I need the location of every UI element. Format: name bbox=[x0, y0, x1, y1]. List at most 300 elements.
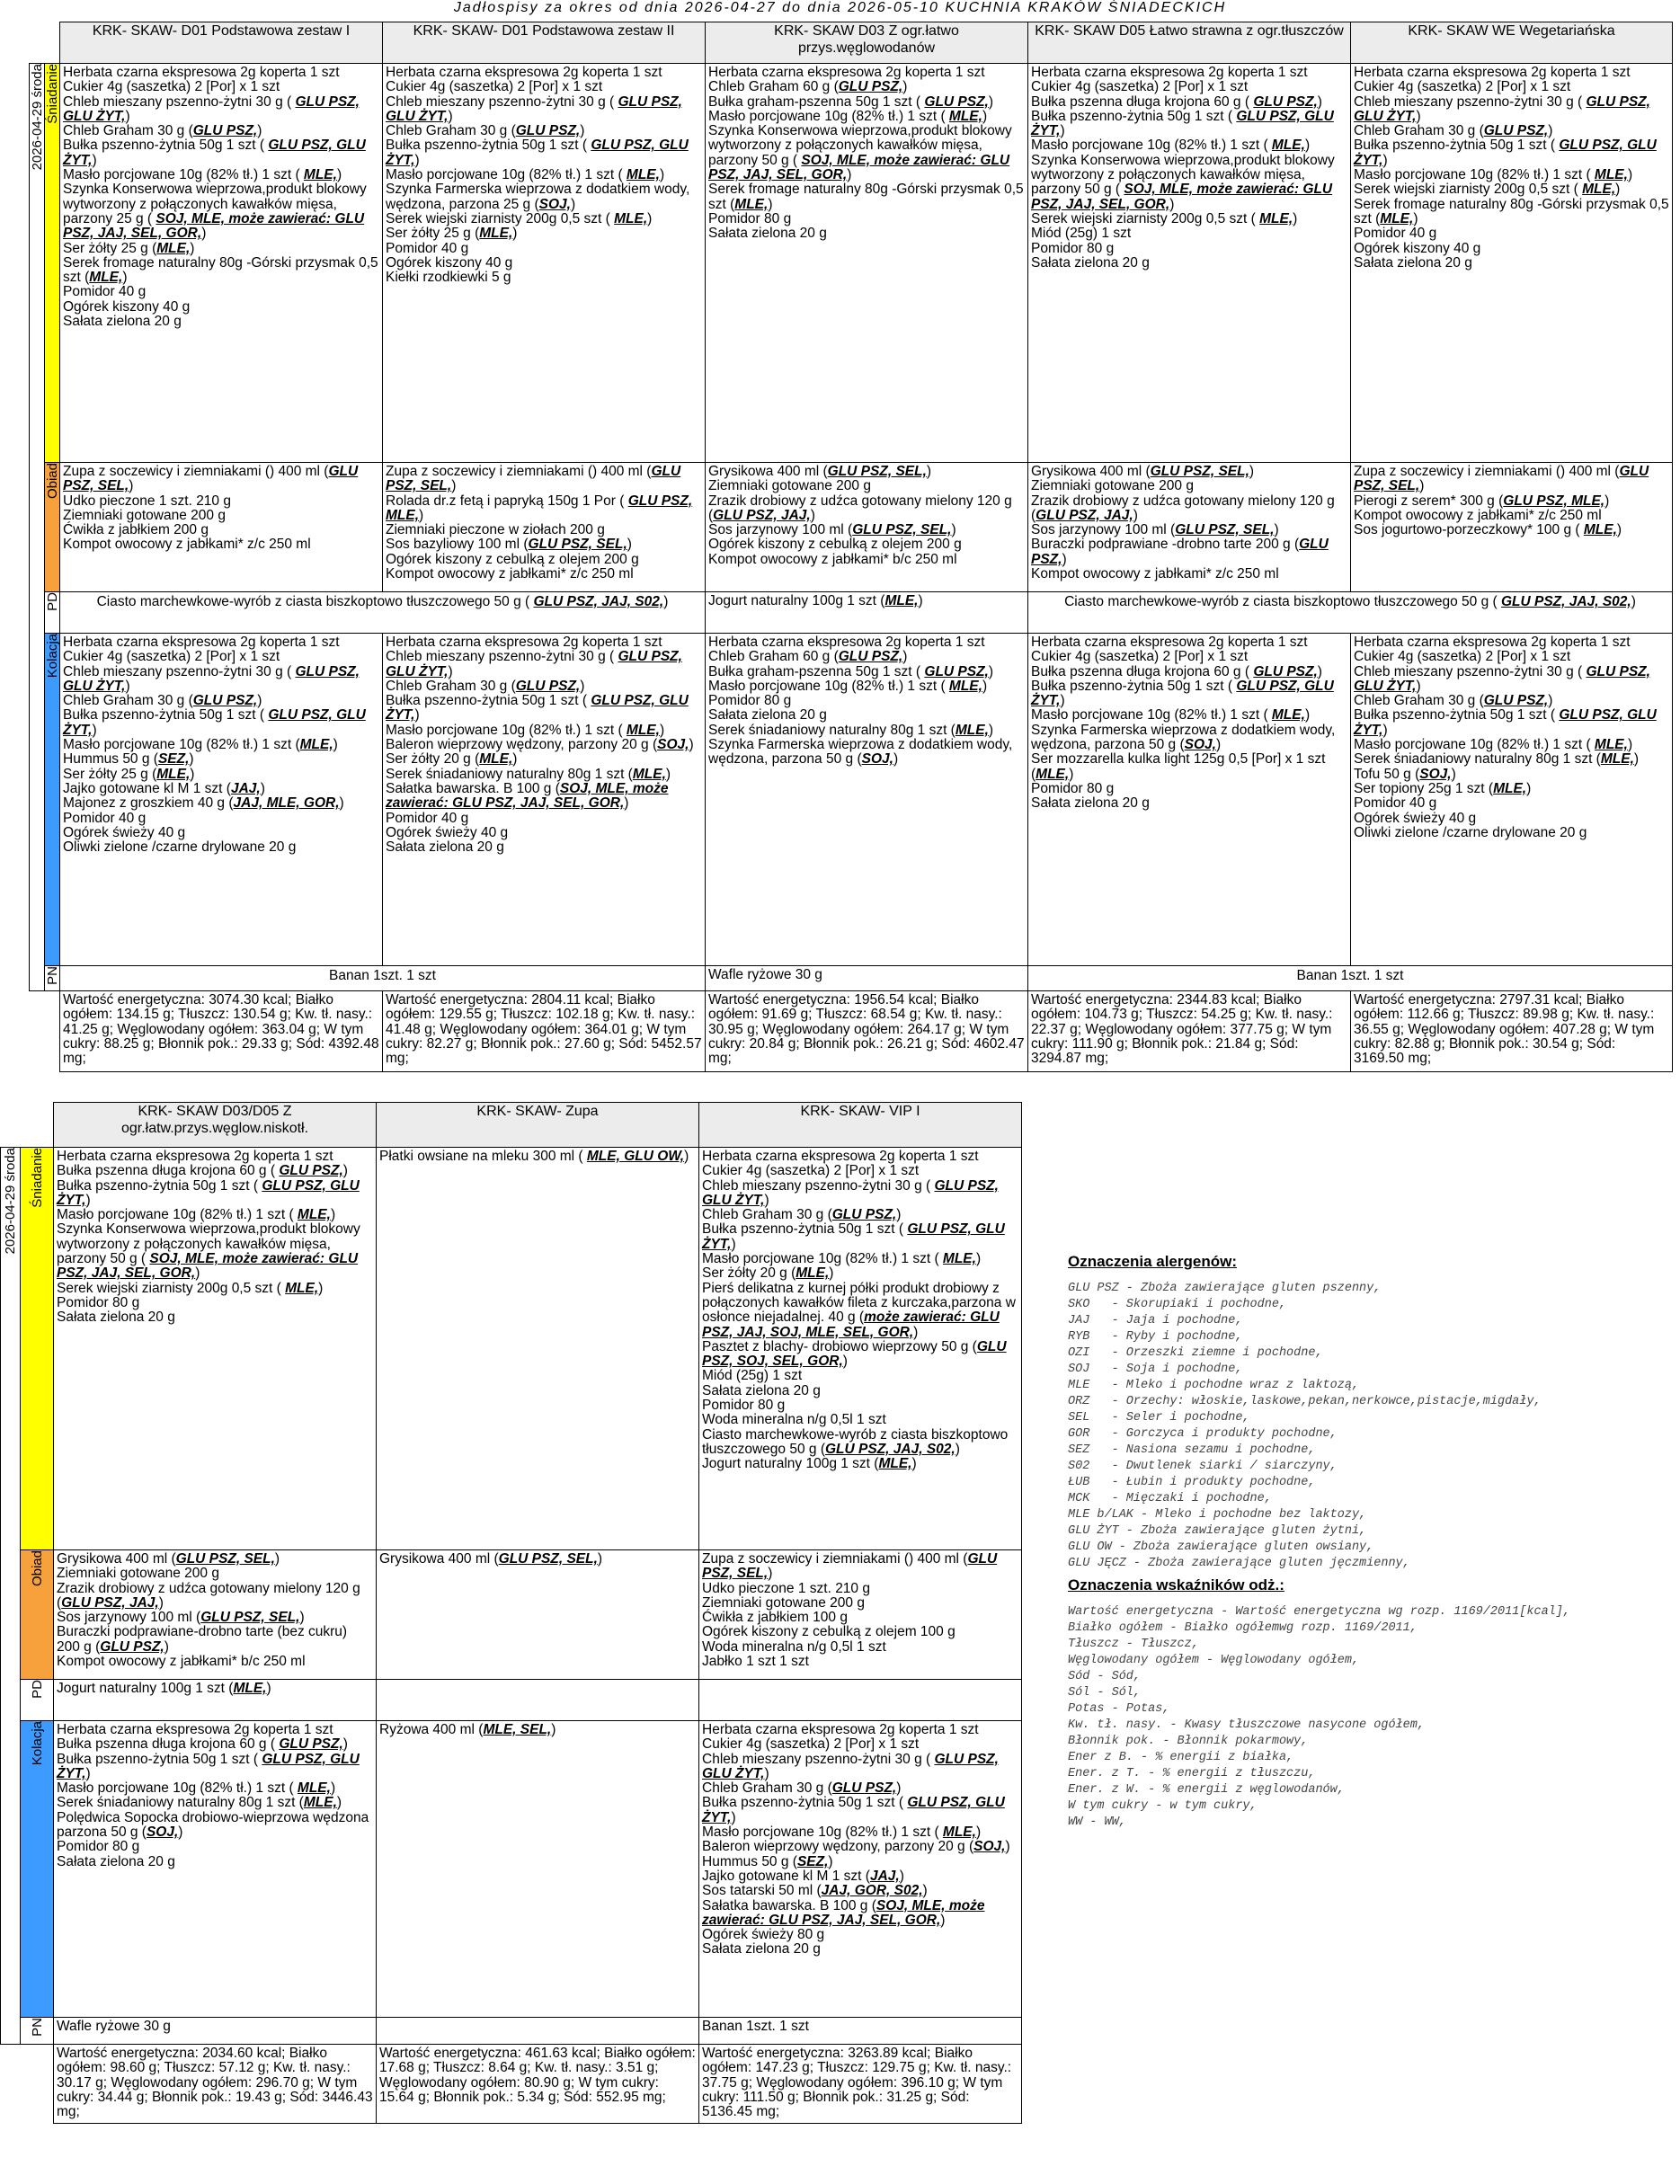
menu-item bbox=[702, 1737, 1018, 1752]
menu-item: Chleb mieszany pszenno-żytni 30 g ( GLU PSZ, GLU ŻYT,) bbox=[63, 663, 360, 694]
allergen-codes: GLU PSZ, GLU ŻYT, bbox=[63, 138, 366, 168]
menu-item: Ser mozzarella kulka light 125g 0,5 [Por] x 1 szt (MLE,) bbox=[1031, 751, 1326, 782]
legend-row: SEL - Seler i pochodne, bbox=[1068, 1411, 1250, 1425]
menu-item-text: Kompot owocowy z jabłkami* z/c 250 ml bbox=[1354, 507, 1602, 523]
menu-item-text: Jogurt naturalny 100g 1 szt ( bbox=[702, 1456, 879, 1472]
allergen-codes: MLE, bbox=[626, 722, 660, 738]
menu-item-text: Masło porcjowane 10g (82% tł.) 1 szt ( bbox=[63, 737, 300, 753]
menu-item-text: Rolada dr.z fetą i papryką 150g 1 Por ( bbox=[386, 493, 628, 509]
menu-item bbox=[57, 1840, 373, 1854]
legend-row: GOR - Gorczyca i produkty pochodne, bbox=[1068, 1427, 1338, 1441]
menu-item: Jajko gotowane kl M 1 szt (JAJ,) bbox=[63, 780, 265, 796]
legend-row: OZI - Orzeszki ziemne i pochodne, bbox=[1068, 1346, 1323, 1360]
menu-item-text: Serek fromage naturalny 80g -Górski przysmak 0,5 szt ( bbox=[1354, 196, 1669, 226]
legend-row: SEZ - Nasiona sezamu i pochodne, bbox=[1068, 1443, 1316, 1457]
menu-item-text: Pomidor 80 g bbox=[57, 1294, 140, 1310]
allergen-codes: GLU PSZ, MLE, bbox=[386, 493, 693, 523]
menu-item-text: Bułka pszenno-żytnia 50g 1 szt ( bbox=[1354, 707, 1560, 724]
menu-item bbox=[702, 1942, 1018, 1957]
menu-item: Pierogi z serem* 300 g (GLU PSZ, MLE,) bbox=[1354, 493, 1610, 509]
column-header: KRK- SKAW- D01 Podstawowa zestaw II bbox=[383, 22, 706, 64]
menu-item-text: Pasztet z blachy- drobiowo wieprzowy 50 g ( bbox=[702, 1338, 977, 1354]
menu-item bbox=[708, 479, 1025, 493]
menu-item: Grysikowa 400 ml (GLU PSZ, SEL,) bbox=[1031, 464, 1255, 479]
menu-item-text: Cukier 4g (saszetka) 2 [Por] x 1 szt bbox=[1354, 649, 1571, 665]
allergen-codes: GLU PSZ, GLU ŻYT, bbox=[1031, 108, 1334, 139]
menu-item bbox=[708, 694, 1025, 708]
menu-item bbox=[57, 1567, 373, 1581]
menu-item-text: Chleb Graham 60 g ( bbox=[708, 79, 839, 95]
allergen-codes: GLU PSZ, GLU ŻYT, bbox=[1354, 93, 1650, 124]
allergen-codes: GLU PSZ, GLU ŻYT, bbox=[702, 1795, 1005, 1825]
menu-item-text: Zrazik drobiowy z udźca gotowany mielony 120 g ( bbox=[1031, 493, 1335, 523]
pd-cell bbox=[60, 592, 706, 634]
menu-item bbox=[1031, 567, 1347, 582]
allergen-codes: SOJ, bbox=[1419, 766, 1452, 782]
menu-item bbox=[1031, 66, 1347, 80]
menu-item-text: Herbata czarna ekspresowa 2g koperta 1 szt bbox=[63, 635, 340, 650]
menu-item-text: Herbata czarna ekspresowa 2g koperta 1 szt bbox=[57, 1149, 333, 1164]
meal-label-pd: PD bbox=[45, 592, 60, 634]
menu-item bbox=[1354, 242, 1669, 256]
legend-row: Sód - Sód, bbox=[1068, 1670, 1142, 1683]
energy-summary: Wartość energetyczna: 1956.54 kcal; Białko ogółem: 91.69 g; Tłuszcz: 68.54 g; Kw. tł. nasy.: 30.95 g; Węglowodany ogółem: 264.17 g; W tym cukry: 20.84 g; Błonnik pok.: 26.21 g; Sód: 4602.47 mg; bbox=[706, 991, 1028, 1072]
meal-label-sniadanie: Śniadanie bbox=[21, 1148, 54, 1550]
menu-item bbox=[57, 1310, 373, 1325]
allergen-list bbox=[1068, 1281, 1661, 1572]
menu-item-text: Buraczki podprawiane -drobno tarte 200 g ( bbox=[1031, 537, 1300, 553]
menu-item: Bułka pszenno-żytnia 50g 1 szt ( GLU PSZ, GLU ŻYT,) bbox=[386, 693, 689, 724]
allergen-codes: GLU PSZ, JAJ, bbox=[61, 1594, 159, 1611]
menu-item-text: Grysikowa 400 ml ( bbox=[708, 464, 828, 479]
menu-cell bbox=[54, 1148, 377, 1550]
menu-item-text: Szynka Farmerska wieprzowa z dodatkiem wody, wędzona, parzona 50 g ( bbox=[708, 737, 1013, 768]
allergen-codes: GLU PSZ, SEL, bbox=[1175, 522, 1275, 538]
menu-item-text: Chleb Graham 30 g ( bbox=[63, 123, 193, 139]
allergen-codes: GLU PSZ, bbox=[831, 1780, 897, 1797]
allergen-codes: GLU PSZ, GLU ŻYT, bbox=[702, 1177, 999, 1208]
menu-item-text: Cukier 4g (saszetka) 2 [Por] x 1 szt bbox=[386, 79, 603, 95]
menu-item-text: Pomidor 80 g bbox=[1031, 780, 1115, 796]
menu-item: Ciasto marchewkowe-wyrób z ciasta biszkoptowo tłuszczowego 50 g ( GLU PSZ, JAJ, S02,) bbox=[1064, 594, 1636, 609]
menu-item: Szynka Farmerska wieprzowa z dodatkiem wody, wędzona, parzona 50 g (SOJ,) bbox=[1031, 722, 1336, 753]
menu-table-1 bbox=[29, 22, 1673, 1072]
legend-row: Potas - Potas, bbox=[1068, 1702, 1170, 1716]
date-label-cell bbox=[30, 64, 45, 991]
menu-item-text: Bułka pszenno-żytnia 50g 1 szt ( bbox=[1354, 138, 1560, 154]
menu-item: Szynka Farmerska wieprzowa z dodatkiem wody, wędzona, parzona 50 g (SOJ,) bbox=[708, 737, 1013, 768]
menu-item: Chleb mieszany pszenno-żytni 30 g ( GLU PSZ, GLU ŻYT,) bbox=[1354, 93, 1650, 124]
menu-cell bbox=[60, 463, 383, 592]
menu-item-text: Ziemniaki gotowane 200 g bbox=[63, 507, 226, 523]
pd-cell bbox=[699, 1680, 1022, 1721]
menu-item-text: Zupa z soczewicy i ziemniakami () 400 ml ( bbox=[1354, 464, 1620, 479]
menu-item: Masło porcjowane 10g (82% tł.) 1 szt ( MLE,) bbox=[1354, 167, 1633, 183]
document-header: Jadłospisy za okres od dnia 2026-04-27 do dnia 2026-05-10 KUCHNIA KRAKÓW ŚNIADECKICH bbox=[453, 0, 1227, 15]
allergen-codes: GLU PSZ, bbox=[838, 649, 903, 665]
menu-item bbox=[702, 1384, 1018, 1398]
allergen-codes: MLE, bbox=[1600, 751, 1634, 768]
legend-row: SKO - Skorupiaki i pochodne, bbox=[1068, 1298, 1287, 1311]
menu-item-text: Woda mineralna n/g 0,5l 1 szt bbox=[702, 1638, 886, 1655]
menu-item-text: Sałata zielona 20 g bbox=[702, 1941, 821, 1958]
menu-item: Majonez z groszkiem 40 g (JAJ, MLE, GOR,) bbox=[63, 795, 344, 812]
allergen-codes: MLE, bbox=[884, 593, 919, 608]
menu-item-text: Ziemniaki pieczone w ziołach 200 g bbox=[386, 522, 605, 538]
menu-item bbox=[1031, 226, 1347, 241]
menu-item: Sałatka bawarska. B 100 g (SOJ, MLE, może zawierać: GLU PSZ, JAJ, SEL, GOR,) bbox=[702, 1897, 985, 1928]
menu-item: Ser żółty 20 g (MLE,) bbox=[702, 1265, 834, 1282]
menu-item: Bułka graham-pszenna 50g 1 szt ( GLU PSZ,) bbox=[708, 93, 994, 110]
menu-item: Ser żółty 25 g (MLE,) bbox=[63, 240, 195, 256]
menu-item-text: Sałatka bawarska. B 100 g ( bbox=[702, 1897, 876, 1913]
menu-item: Chleb Graham 30 g (GLU PSZ,) bbox=[386, 678, 585, 694]
menu-item: Płatki owsiane na mleku 300 ml ( MLE, GLU OW,) bbox=[379, 1149, 689, 1164]
indicator-legend-title: Oznaczenia wskaźników odż.: bbox=[1068, 1576, 1284, 1594]
meal-label-obiad: Obiad bbox=[21, 1550, 54, 1680]
allergen-codes: GLU PSZ, bbox=[192, 693, 258, 709]
menu-item-text: Ciasto marchewkowe-wyrób z ciasta biszkoptowo tłuszczowego 50 g ( bbox=[96, 594, 534, 609]
allergen-codes: GLU PSZ, SEL, bbox=[827, 464, 927, 479]
menu-item: Serek śniadaniowy naturalny 80g 1 szt (MLE,) bbox=[1354, 751, 1640, 768]
menu-item-text: Bułka pszenno-żytnia 50g 1 szt ( bbox=[63, 707, 269, 724]
menu-item bbox=[1354, 635, 1669, 650]
menu-item: Masło porcjowane 10g (82% tł.) 1 szt ( MLE,) bbox=[1031, 707, 1311, 724]
menu-item-text: Masło porcjowane 10g (82% tł.) 1 szt ( bbox=[1031, 707, 1272, 724]
allergen-codes: MLE, bbox=[626, 167, 660, 183]
menu-table-2 bbox=[0, 1102, 1022, 2124]
menu-item: Zupa z soczewicy i ziemniakami () 400 ml (GLU PSZ, SEL,) bbox=[63, 464, 359, 494]
menu-item-text: Chleb Graham 30 g ( bbox=[702, 1780, 832, 1797]
legend-row: Ener. z T. - % energii z tłuszczu, bbox=[1068, 1767, 1316, 1780]
menu-item: Grysikowa 400 ml (GLU PSZ, SEL,) bbox=[379, 1551, 603, 1567]
menu-item-text: Ser topiony 25g 1 szt ( bbox=[1354, 780, 1494, 796]
menu-item bbox=[708, 226, 1025, 241]
menu-item-text: Herbata czarna ekspresowa 2g koperta 1 szt bbox=[702, 1722, 979, 1737]
menu-item-text: Bułka graham-pszenna 50g 1 szt ( bbox=[708, 663, 925, 679]
menu-item: Chleb mieszany pszenno-żytni 30 g ( GLU PSZ, GLU ŻYT,) bbox=[702, 1751, 999, 1781]
menu-item-text: Ziemniaki gotowane 200 g bbox=[57, 1566, 219, 1582]
allergen-codes: MLE, bbox=[878, 1456, 912, 1472]
menu-item: Masło porcjowane 10g (82% tł.) 1 szt ( MLE,) bbox=[1354, 737, 1633, 753]
menu-cell bbox=[383, 64, 706, 463]
legend-row: Błonnik pok. - Błonnik pokarmowy, bbox=[1068, 1735, 1309, 1748]
allergen-codes: GLU PSZ, GLU ŻYT, bbox=[702, 1221, 1005, 1252]
menu-item: Bułka pszenno-żytnia 50g 1 szt ( GLU PSZ, GLU ŻYT,) bbox=[702, 1221, 1005, 1252]
menu-item: Serek wiejski ziarnisty 200g 0,5 szt ( MLE,) bbox=[1031, 210, 1298, 226]
allergen-codes: SOJ, bbox=[973, 1839, 1006, 1855]
legend-row: SOJ - Soja i pochodne, bbox=[1068, 1363, 1243, 1376]
menu-item-text: Sałata zielona 20 g bbox=[702, 1382, 821, 1398]
menu-item-text: Ciasto marchewkowe-wyrób z ciasta biszkoptowo tłuszczowego 50 g ( bbox=[1064, 594, 1501, 609]
allergen-codes: GLU PSZ, GLU ŻYT, bbox=[1031, 678, 1334, 709]
allergen-codes: MLE, bbox=[156, 766, 191, 782]
menu-item-text: Masło porcjowane 10g (82% tł.) 1 szt ( bbox=[1354, 167, 1595, 183]
menu-item-text: Pomidor 40 g bbox=[386, 810, 469, 826]
allergen-codes: MLE, bbox=[796, 1265, 830, 1282]
legend-row: Sól - Sól, bbox=[1068, 1686, 1142, 1700]
menu-item-text: Bułka pszenno-żytnia 50g 1 szt ( bbox=[702, 1221, 908, 1238]
menu-item bbox=[386, 66, 702, 80]
menu-item bbox=[386, 812, 702, 826]
menu-item: Chleb mieszany pszenno-żytni 30 g ( GLU PSZ, GLU ŻYT,) bbox=[386, 93, 682, 124]
menu-item bbox=[1031, 796, 1347, 811]
menu-item-text: Jogurt naturalny 100g 1 szt ( bbox=[57, 1681, 234, 1696]
menu-item-text: Jogurt naturalny 100g 1 szt ( bbox=[708, 593, 885, 608]
menu-item: Chleb Graham 30 g (GLU PSZ,) bbox=[386, 123, 585, 139]
menu-item-text: Ogórek kiszony 40 g bbox=[386, 254, 513, 271]
menu-item: Szynka Konserwowa wieprzowa,produkt blokowy wytworzony z połączonych kawałków mięsa, parzony 50 g ( SOJ, MLE, może zawierać: GLU PSZ, JAJ, SEL, GOR,) bbox=[1031, 152, 1335, 212]
menu-item: Grysikowa 400 ml (GLU PSZ, SEL,) bbox=[57, 1551, 280, 1567]
menu-item: Chleb Graham 30 g (GLU PSZ,) bbox=[1354, 693, 1553, 709]
energy-summary: Wartość energetyczna: 2804.11 kcal; Białko ogółem: 129.55 g; Tłuszcz: 102.18 g; Kw. tł. nasy.: 41.48 g; Węglowodany ogółem: 364.01 g; W tym cukry: 82.27 g; Błonnik pok.: 27.60 g; Sód: 5452.57 mg; bbox=[383, 991, 706, 1072]
pn-cell: Wafle ryżowe 30 g bbox=[706, 966, 1028, 991]
allergen-codes: MLE, bbox=[1036, 766, 1070, 782]
allergen-codes: GLU PSZ, GLU ŻYT, bbox=[63, 93, 360, 124]
menu-item-text: Zrazik drobiowy z udźca gotowany mielony 120 g ( bbox=[708, 493, 1012, 523]
menu-item-text: Polędwica Sopocka drobiowo-wieprzowa wędzona parzona 50 g ( bbox=[57, 1809, 369, 1841]
allergen-codes: MLE, bbox=[1493, 780, 1527, 796]
menu-item: Zrazik drobiowy z udźca gotowany mielony 120 g (GLU PSZ, JAJ,) bbox=[708, 493, 1012, 523]
menu-item-text: Oliwki zielone /czarne drylowane 20 g bbox=[63, 839, 297, 856]
allergen-codes: GLU PSZ, JAJ, bbox=[713, 507, 811, 523]
menu-item-text: Cukier 4g (saszetka) 2 [Por] x 1 szt bbox=[1354, 79, 1571, 95]
menu-item: Bułka pszenna długa krojona 60 g ( GLU PSZ,) bbox=[57, 1736, 348, 1753]
menu-item-text: Herbata czarna ekspresowa 2g koperta 1 szt bbox=[57, 1722, 333, 1737]
menu-item-text: Zupa z soczewicy i ziemniakami () 400 ml ( bbox=[386, 464, 652, 479]
menu-item-text: Pierś delikatna z kurnej półki produkt drobiowy z połączonych kawałków fileta z kurczaka,parzona w osłonce niejadalnej. 40 g ( bbox=[702, 1280, 1016, 1326]
menu-item bbox=[1354, 226, 1669, 241]
legend-row: Węglowodany ogółem - Węglowodany ogółem, bbox=[1068, 1654, 1360, 1667]
allergen-codes: MLE, bbox=[1582, 182, 1616, 198]
allergen-codes: MLE, bbox=[297, 1780, 331, 1797]
column-header: KRK- SKAW- D01 Podstawowa zestaw I bbox=[60, 22, 383, 64]
menu-item-text: Masło porcjowane 10g (82% tł.) 1 szt ( bbox=[386, 167, 627, 183]
menu-item: Baleron wieprzowy wędzony, parzony 20 g (SOJ,) bbox=[702, 1839, 1010, 1855]
menu-cell bbox=[383, 463, 706, 592]
menu-item-text: Herbata czarna ekspresowa 2g koperta 1 szt bbox=[386, 635, 662, 650]
menu-item-text: Woda mineralna n/g 0,5l 1 szt bbox=[702, 1412, 886, 1428]
menu-item-text: Grysikowa 400 ml ( bbox=[1031, 464, 1151, 479]
energy-summary: Wartość energetyczna: 2344.83 kcal; Białko ogółem: 104.73 g; Tłuszcz: 54.25 g; Kw. tł. nasy.: 22.37 g; Węglowodany ogółem: 377.75 g; W tym cukry: 111.90 g; Błonnik pok.: 21.84 g; Sód: 3294.87 mg; bbox=[1028, 991, 1351, 1072]
date-label: 2026-04-29 środa bbox=[3, 1148, 18, 1255]
allergen-codes: MLE, bbox=[285, 1280, 319, 1296]
menu-item bbox=[63, 66, 379, 80]
allergen-codes: GLU PSZ, GLU ŻYT, bbox=[702, 1751, 999, 1781]
menu-item-text: Kompot owocowy z jabłkami* z/c 250 ml bbox=[63, 537, 311, 553]
allergen-codes: GLU PSZ, SEL, bbox=[528, 537, 627, 553]
menu-item bbox=[386, 553, 702, 567]
menu-item: Szynka Konserwowa wieprzowa,produkt blokowy wytworzony z połączonych kawałków mięsa, parzony 25 g ( SOJ, MLE, może zawierać: GLU PSZ, JAJ, SEL, GOR,) bbox=[63, 182, 367, 242]
allergen-codes: SEZ, bbox=[796, 1853, 829, 1869]
column-header: KRK- SKAW- Zupa bbox=[377, 1103, 699, 1148]
menu-item: Bułka pszenno-żytnia 50g 1 szt ( GLU PSZ, GLU ŻYT,) bbox=[1031, 678, 1334, 709]
allergen-codes: GLU PSZ, JAJ, S02, bbox=[825, 1441, 956, 1457]
menu-item-text: Sos jarzynowy 100 ml ( bbox=[1031, 522, 1176, 538]
menu-item-text: Buraczki podprawiane-drobno tarte (bez cukru) 200 g ( bbox=[57, 1624, 348, 1655]
column-header: KRK- SKAW D03 Z ogr.łatwo przys.węglowodanów bbox=[706, 22, 1028, 64]
menu-item-text: Jajko gotowane kl M 1 szt ( bbox=[702, 1868, 870, 1884]
menu-item-text: Herbata czarna ekspresowa 2g koperta 1 szt bbox=[708, 65, 985, 80]
menu-item: Ser żółty 20 g (MLE,) bbox=[386, 751, 518, 768]
allergen-codes: JAJ, MLE, GOR, bbox=[233, 795, 340, 812]
menu-item: Szynka Konserwowa wieprzowa,produkt blokowy wytworzony z połączonych kawałków mięsa, parzony 50 g ( SOJ, MLE, może zawierać: GLU PSZ, JAJ, SEL, GOR,) bbox=[708, 123, 1012, 183]
allergen-codes: GLU PSZ, bbox=[924, 93, 989, 110]
menu-item bbox=[1031, 242, 1347, 256]
meal-label-pd: PD bbox=[21, 1680, 54, 1721]
allergen-codes: MLE, bbox=[1583, 522, 1617, 538]
menu-item-text: Bułka pszenna długa krojona 60 g ( bbox=[1031, 93, 1254, 110]
allergen-codes: SOJ, bbox=[861, 751, 893, 768]
menu-item: Chleb Graham 60 g (GLU PSZ,) bbox=[708, 649, 908, 665]
menu-item bbox=[708, 212, 1025, 226]
menu-item-text: Cukier 4g (saszetka) 2 [Por] x 1 szt bbox=[1031, 79, 1249, 95]
menu-item-text: Pomidor 80 g bbox=[57, 1839, 140, 1855]
allergen-codes: MLE, bbox=[233, 1681, 267, 1696]
menu-item-text: Jajko gotowane kl M 1 szt ( bbox=[63, 780, 231, 796]
allergen-codes: MLE, bbox=[479, 751, 513, 768]
menu-item-text: Chleb Graham 30 g ( bbox=[1354, 123, 1484, 139]
menu-item-text: Herbata czarna ekspresowa 2g koperta 1 szt bbox=[63, 65, 340, 80]
menu-item bbox=[1354, 80, 1669, 94]
allergen-codes: SEZ, bbox=[157, 751, 190, 768]
menu-item-text: Herbata czarna ekspresowa 2g koperta 1 szt bbox=[1354, 635, 1631, 650]
menu-item-text: Ryżowa 400 ml ( bbox=[379, 1722, 484, 1737]
menu-item bbox=[386, 826, 702, 840]
allergen-codes: MLE, SEL, bbox=[483, 1722, 552, 1737]
menu-item: Serek wiejski ziarnisty 200g 0,5 szt ( MLE,) bbox=[1354, 182, 1621, 198]
legend-row: WW - WW, bbox=[1068, 1816, 1126, 1829]
allergen-codes: SOJ, MLE, może zawierać: GLU PSZ, JAJ, SEL, GOR, bbox=[1031, 182, 1333, 212]
menu-item bbox=[702, 1164, 1018, 1178]
menu-cell bbox=[54, 1721, 377, 2018]
menu-item: Ciasto marchewkowe-wyrób z ciasta biszkoptowo tłuszczowego 50 g ( GLU PSZ, JAJ, S02,) bbox=[96, 594, 669, 609]
menu-item-text: Masło porcjowane 10g (82% tł.) 1 szt ( bbox=[708, 678, 949, 694]
legend-row: JAJ - Jaja i pochodne, bbox=[1068, 1314, 1243, 1327]
menu-item bbox=[57, 1723, 373, 1737]
menu-item bbox=[63, 300, 379, 315]
menu-item: Masło porcjowane 10g (82% tł.) 1 szt ( MLE,) bbox=[57, 1207, 336, 1223]
menu-item: Zrazik drobiowy z udźca gotowany mielony 120 g (GLU PSZ, JAJ,) bbox=[1031, 493, 1335, 523]
corner bbox=[30, 22, 60, 64]
menu-cell bbox=[706, 463, 1028, 592]
menu-item-text: Sałata zielona 20 g bbox=[1031, 254, 1150, 271]
menu-item-text: Cukier 4g (saszetka) 2 [Por] x 1 szt bbox=[1031, 649, 1249, 665]
allergen-codes: SOJ, MLE, może zawierać: GLU PSZ, JAJ, SEL, GOR, bbox=[708, 152, 1010, 183]
menu-item: Tofu 50 g (SOJ,) bbox=[1354, 766, 1456, 782]
allergen-codes: GLU PSZ, SEL, bbox=[63, 464, 359, 494]
menu-item: Buraczki podprawiane -drobno tarte 200 g (GLU PSZ,) bbox=[1031, 537, 1329, 567]
menu-item-text: Cukier 4g (saszetka) 2 [Por] x 1 szt bbox=[702, 1736, 920, 1753]
menu-item bbox=[708, 553, 1025, 567]
menu-item bbox=[63, 826, 379, 840]
meal-label-kolacja: Kolacja bbox=[45, 634, 60, 966]
allergen-legend-title: Oznaczenia alergenów: bbox=[1068, 1253, 1237, 1270]
menu-item-text: Oliwki zielone /czarne drylowane 20 g bbox=[1354, 824, 1587, 840]
column-header: KRK- SKAW- VIP I bbox=[699, 1103, 1022, 1148]
allergen-codes: GLU PSZ, bbox=[515, 678, 581, 694]
menu-item-text: Cukier 4g (saszetka) 2 [Por] x 1 szt bbox=[702, 1163, 920, 1179]
menu-item bbox=[702, 1398, 1018, 1413]
column-header: KRK- SKAW D05 Łatwo strawna z ogr.tłuszczów bbox=[1028, 22, 1351, 64]
menu-item bbox=[702, 1640, 1018, 1655]
menu-item bbox=[702, 1723, 1018, 1737]
menu-item: Jogurt naturalny 100g 1 szt (MLE,) bbox=[57, 1681, 271, 1696]
menu-item: Serek śniadaniowy naturalny 80g 1 szt (MLE,) bbox=[57, 1795, 342, 1811]
legend-row: MCK - Mięczaki i pochodne, bbox=[1068, 1492, 1272, 1505]
menu-item bbox=[1031, 635, 1347, 650]
allergen-codes: MLE, bbox=[948, 678, 982, 694]
legend bbox=[1068, 1254, 1661, 1831]
allergen-codes: MLE, bbox=[156, 240, 191, 256]
menu-item: Polędwica Sopocka drobiowo-wieprzowa wędzona parzona 50 g (SOJ,) bbox=[57, 1809, 369, 1841]
allergen-codes: MLE, bbox=[1271, 138, 1305, 154]
legend-row: MLE b/LAK - Mleko i pochodne bez laktozy, bbox=[1068, 1508, 1367, 1522]
indicator-list bbox=[1068, 1604, 1661, 1831]
menu-item-text: Herbata czarna ekspresowa 2g koperta 1 szt bbox=[386, 65, 662, 80]
menu-item bbox=[702, 1611, 1018, 1625]
menu-item-text: Ser żółty 20 g ( bbox=[386, 751, 480, 768]
menu-item: Ser żółty 25 g (MLE,) bbox=[63, 766, 195, 782]
date-label: 2026-04-29 środa bbox=[30, 64, 45, 171]
menu-item: Masło porcjowane 10g (82% tł.) 1 szt ( MLE,) bbox=[702, 1824, 982, 1841]
menu-item bbox=[386, 256, 702, 271]
menu-item-text: Ser żółty 20 g ( bbox=[702, 1265, 796, 1282]
menu-item-text: Herbata czarna ekspresowa 2g koperta 1 szt bbox=[1031, 635, 1308, 650]
allergen-codes: SOJ, MLE, może zawierać: GLU PSZ, JAJ, SEL, GOR, bbox=[702, 1897, 985, 1928]
menu-item-text: Masło porcjowane 10g (82% tł.) 1 szt ( bbox=[57, 1207, 298, 1223]
menu-item: Rolada dr.z fetą i papryką 150g 1 Por ( GLU PSZ, MLE,) bbox=[386, 493, 693, 523]
menu-item-text: Chleb Graham 30 g ( bbox=[63, 693, 193, 709]
menu-item-text: Chleb Graham 30 g ( bbox=[1354, 693, 1484, 709]
allergen-codes: GLU PSZ, GLU ŻYT, bbox=[386, 649, 682, 679]
allergen-codes: JAJ, bbox=[869, 1868, 900, 1884]
menu-item-text: Szynka Farmerska wieprzowa z dodatkiem wody, wędzona, parzona 25 g ( bbox=[386, 182, 690, 212]
menu-item-text: Bułka pszenno-żytnia 50g 1 szt ( bbox=[702, 1795, 908, 1811]
legend-row: Ener. z W. - % energii z węglowodanów, bbox=[1068, 1783, 1345, 1797]
menu-item-text: Chleb mieszany pszenno-żytni 30 g ( bbox=[386, 649, 618, 665]
legend-row: Ener z B. - % energii z białka, bbox=[1068, 1751, 1294, 1764]
menu-item bbox=[57, 1855, 373, 1869]
legend-row: GLU ŻYT - Zboża zawierające gluten żytni, bbox=[1068, 1524, 1367, 1538]
pd-cell bbox=[54, 1680, 377, 1721]
energy-summary: Wartość energetyczna: 2034.60 kcal; Białko ogółem: 98.60 g; Tłuszcz: 57.12 g; Kw. tł. nasy.: 30.17 g; Węglowodany ogółem: 296.70 g; W tym cukry: 34.44 g; Błonnik pok.: 19.43 g; Sód: 3446.43 mg; bbox=[54, 2045, 377, 2124]
menu-item-text: Herbata czarna ekspresowa 2g koperta 1 szt bbox=[1354, 65, 1631, 80]
menu-item-text: Pomidor 80 g bbox=[702, 1398, 786, 1414]
menu-item-text: Sos tatarski 50 ml ( bbox=[702, 1883, 822, 1899]
menu-item: Masło porcjowane 10g (82% tł.) 1 szt ( MLE,) bbox=[57, 1780, 336, 1797]
menu-item: Zrazik drobiowy z udźca gotowany mielony 120 g (GLU PSZ, JAJ,) bbox=[57, 1580, 360, 1611]
allergen-codes: może zawierać: GLU PSZ, JAJ, SOJ, MLE, SEL, GOR, bbox=[702, 1310, 1000, 1340]
menu-item-text: Masło porcjowane 10g (82% tł.) 1 szt ( bbox=[63, 167, 304, 183]
allergen-codes: JAJ, bbox=[230, 780, 261, 796]
allergen-codes: GLU PSZ, JAJ, S02, bbox=[533, 594, 664, 609]
allergen-codes: GLU PSZ, bbox=[279, 1736, 343, 1753]
allergen-codes: MLE, bbox=[297, 1207, 331, 1223]
menu-item-text: Masło porcjowane 10g (82% tł.) 1 szt ( bbox=[57, 1780, 298, 1797]
menu-item-text: Zupa z soczewicy i ziemniakami () 400 ml ( bbox=[63, 464, 329, 479]
menu-item-text: Chleb mieszany pszenno-żytni 30 g ( bbox=[63, 663, 296, 679]
menu-item: Chleb Graham 30 g (GLU PSZ,) bbox=[63, 693, 262, 709]
menu-item-text: Grysikowa 400 ml ( bbox=[57, 1551, 176, 1567]
menu-item-text: Ogórek kiszony z cebulką z olejem 200 g bbox=[386, 551, 639, 567]
menu-item-text: Ciasto marchewkowe-wyrób z ciasta biszkoptowo tłuszczowego 50 g ( bbox=[702, 1426, 1009, 1457]
menu-item bbox=[1031, 479, 1347, 493]
menu-item: Chleb mieszany pszenno-żytni 30 g ( GLU PSZ, GLU ŻYT,) bbox=[63, 93, 360, 124]
menu-cell bbox=[706, 634, 1028, 966]
menu-item bbox=[63, 523, 379, 537]
menu-item-text: Bułka pszenno-żytnia 50g 1 szt ( bbox=[63, 138, 269, 154]
